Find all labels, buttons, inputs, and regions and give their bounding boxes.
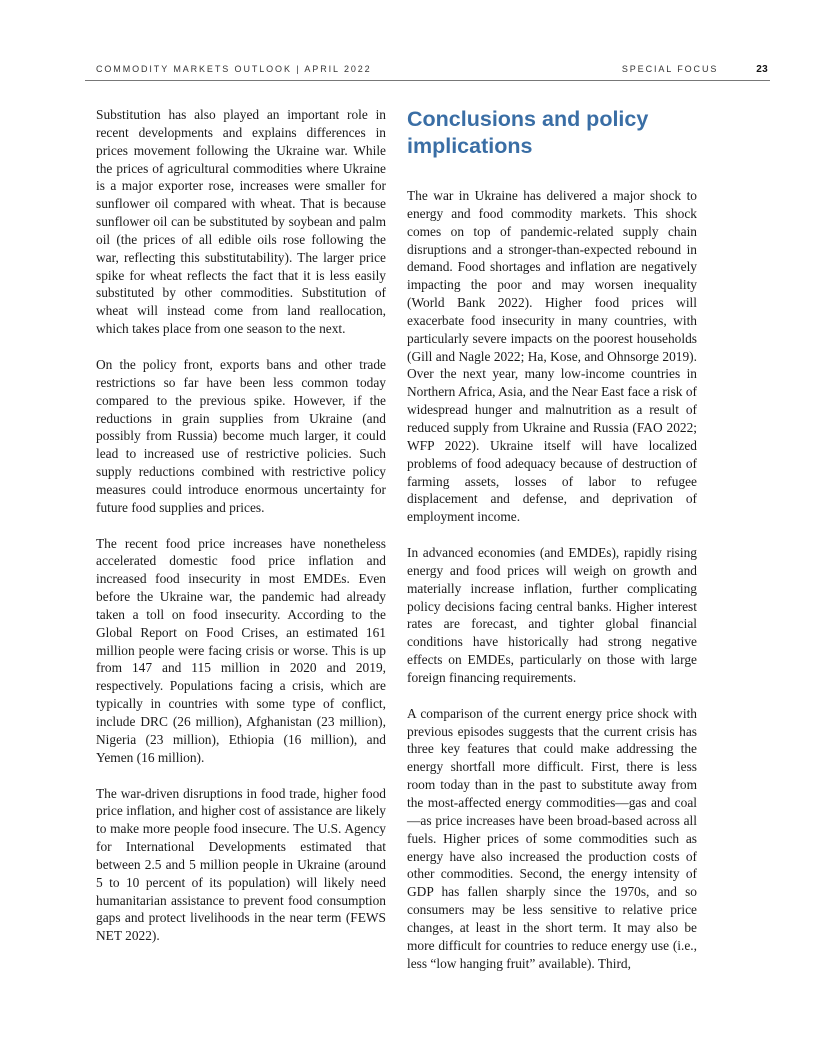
paragraph: On the policy front, exports bans and other trade restrictions so far have been less common today compared to the previous spike. However, if the reductions in grain supplies from Ukraine (and possibly from Russia) become much larger, it could lead to increased use of restrictive policies. Such supply reductions combined with restrictive policy measures could introduce enormous uncertainty for future food supplies and prices. — [96, 356, 386, 515]
running-header — [96, 64, 768, 78]
publication-title: COMMODITY MARKETS OUTLOOK | APRIL 2022 — [96, 64, 372, 74]
paragraph: The recent food price increases have nonetheless accelerated domestic food price inflation and increased food insecurity in most EMDEs. Even before the Ukraine war, the pandemic had already taken a toll on food insecurity. According to the Global Report on Food Crises, an estimated 161 million people were facing crisis or worse. This is up from 147 and 115 million in 2020 and 2019, respectively. Populations facing a crisis, which are typically in countries with some type of conflict, include DRC (26 million), Afghanistan (23 million), Nigeria (23 million), Ethiopia (16 million), and Yemen (16 million). — [96, 535, 386, 765]
header-divider — [85, 80, 770, 81]
header-right-group — [622, 64, 768, 75]
paragraph: The war-driven disruptions in food trade, higher food price inflation, and higher cost of assistance are likely to make more people food insecure. The U.S. Agency for International Developments estimated that between 2.5 and 5 million people in Ukraine (around 5 to 10 percent of its population) will likely need humanitarian assistance to prevent food consumption gaps and protect livelihoods in the near term (FEWS NET 2022). — [96, 785, 386, 944]
paragraph: In advanced economies (and EMDEs), rapidly rising energy and food prices will weigh on growth and materially increase inflation, further complicating policy decisions facing central banks. Higher interest rates are forecast, and tighter global financial conditions have historically had strong negative effects on EMDEs, particularly on those with large foreign financing requirements. — [407, 545, 697, 685]
right-column — [407, 106, 697, 990]
section-label: SPECIAL FOCUS — [621, 64, 719, 74]
page-number: 23 — [756, 64, 768, 75]
paragraph: Substitution has also played an important role in recent developments and explains differences in prices movement following the Ukraine war. While the prices of agricultural commodities where Ukraine is a major exporter rose, increases were smaller for sunflower oil compared with wheat. That is because sunflower oil can be substituted by soybean and palm oil (the prices of all edible oils rose following the war, reflecting this substitutability). The larger price spike for wheat reflects the fact that it is less easily substituted by other commodities. Substitution of wheat will instead come from land reallocation, which takes place from one season to the next. — [96, 107, 386, 337]
section-heading: Conclusions and policy implications — [407, 107, 649, 158]
paragraph: A comparison of the current energy price shock with previous episodes suggests that the current crisis has three key features that could make addressing the energy shortfall more difficult. First, there is less room today than in the past to substitute away from the most-affected energy commodities—gas and coal—as price increases have been broad-based across all fuels. Higher prices of some commodities such as energy have also increased the production costs of other commodities. Second, the energy intensity of GDP has fallen sharply since the 1970s, and so consumers may be less sensitive to relative price changes, at least in the short term. It may also be more difficult for countries to reduce energy use (i.e., less “low hanging fruit” available). Third, — [407, 705, 697, 971]
left-column — [96, 106, 386, 963]
paragraph: The war in Ukraine has delivered a major shock to energy and food commodity markets. This shock comes on top of pandemic-related supply chain disruptions and a stronger-than-expected rebound in demand. Food shortages and inflation are negatively impacting the poor and may worsen inequality (World Bank 2022). Higher food prices will exacerbate food insecurity in many countries, with particularly severe impacts on the poorest households (Gill and Nagle 2022; Ha, Kose, and Ohnsorge 2019). Over the next year, many low-income countries in Northern Africa, Asia, and the Near East face a risk of widespread hunger and malnutrition as a result of reduced supply from Ukraine and Russia (FAO 2022; WFP 2022). Ukraine itself will have localized problems of food adequacy because of destruction of farming assets, losses of labor to refugee displacement and defense, and deprivation of employment income. — [407, 188, 698, 525]
